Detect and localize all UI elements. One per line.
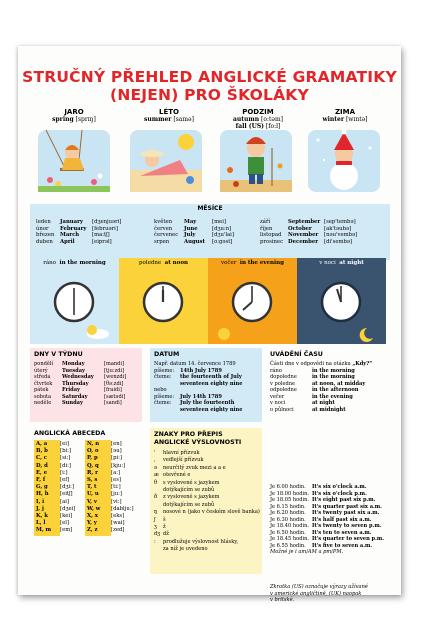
time-content: Části dne v odpovědi na otázku „Kdy?“ ráno in the morning dopoledne in the morning v poledne at noon, at midday odpoledne in the afternoon večer in the evening v noci at night o půlnoci at midnight xyxy=(270,361,373,413)
season-ipa: [o:təm] xyxy=(261,116,283,123)
clock-label: v noci at night xyxy=(319,260,364,266)
winter-illustration xyxy=(308,130,380,192)
alphabet-col-1: A, a [ei] B, b [bi:] C, c [si:] D, d [di:] E, e [i:] F, f [ef] G, g [dʒi:] H, h [eitʃ] I, i [ai] J, j [dʒei] K, k [kei] L, l [el] M, m [em] xyxy=(36,441,76,534)
autumn-illustration xyxy=(220,130,292,192)
season-summer xyxy=(129,108,209,123)
months-col-1 xyxy=(36,219,121,245)
month-row: říjen October [ak'təubə] xyxy=(260,225,352,232)
time-examples: Je 6.00 hodin. It's six o'clock a.m. Je 18.00 hodin. It's six o'clock p.m. Je 18.05 hodin. It's eight past six p.m. Je 6.15 hodin. It's quarter past six a.m. Je 6.20 hodin. It's twenty past six a.m. Je 6.30 hodin. It's half past six a.m. Je 18.40 hodin. It's twenty to seven p.m. Je 6.50 hodin. It's ten to seven a.m. Je 18.45 hodin. It's quarter to seven p.m. Je 6.55 hodin. It's five to seven a.m. Možné je i am/AM a pm/PM. xyxy=(270,484,385,555)
alphabet-heading: ANGLICKÁ ABECEDA xyxy=(34,430,106,437)
clock-label: večer in the evening xyxy=(221,260,284,266)
clock-label: poledne at noon xyxy=(138,260,189,266)
season-word-us: fall (US) xyxy=(235,123,264,130)
months-col-3 xyxy=(260,219,357,245)
time-footer: Zkratka (US) označuje výrazy užívané v americké angličtině, (UK) naopak v britské. xyxy=(270,584,368,603)
date-panel xyxy=(150,348,262,422)
grammar-poster xyxy=(18,46,401,603)
date-heading: DATUM xyxy=(154,351,180,358)
month-row: listopad November [nəu'vembə] xyxy=(260,232,358,239)
days-heading: DNY V TÝDNU xyxy=(34,351,83,358)
month-row: únor February [februəri] xyxy=(36,225,118,232)
days-list: pondělí Monday [mandi] úterý Tuesday [tju:zdi] středa Wednesday [wenzdi] čtvrtek Thursday [θə:zdi] pátek Friday [fraidi] sobota Saturday [sætədi] neděle Sunday [sandi] xyxy=(34,361,127,406)
season-ipa: [sprɪŋ] xyxy=(75,116,96,123)
season-word: spring xyxy=(52,116,74,123)
spring-illustration xyxy=(38,130,110,192)
phonetic-panel xyxy=(150,428,262,574)
month-row: červenec July [dʒu'lai] xyxy=(154,232,234,239)
poster-title-line1: STRUČNÝ PŘEHLED ANGLICKÉ GRAMATIKY xyxy=(22,68,397,86)
season-word: autumn xyxy=(233,116,260,123)
alphabet-col-2: N, n [en] O, o [əu] P, p [pi:] Q, q [kju:] R, r [a:] S, s [es] T, t [ti:] U, u [ju:] V, v [vi:] W, w [dablju:] X, x [eks] Y, y [wai] Z, z [zed] xyxy=(87,441,134,534)
clock-evening xyxy=(208,258,297,344)
month-row: srpen August [o:gəst] xyxy=(154,238,233,245)
season-ipa: [samə] xyxy=(173,116,194,123)
season-word: summer xyxy=(144,116,172,123)
time-panel xyxy=(268,348,390,603)
clock-morning xyxy=(30,258,119,344)
season-winter xyxy=(305,108,385,123)
phonetic-heading: ZNAKY PRO PŘEPIS ANGLICKÉ VÝSLOVNOSTI xyxy=(154,431,242,446)
season-name: LÉTO xyxy=(159,108,179,116)
months-col-2 xyxy=(154,219,234,245)
months-panel xyxy=(30,204,390,260)
season-ipa-us: [fo:l] xyxy=(265,123,281,130)
date-content: Např. datum 14. července 1789 píšeme: 14th July 1789 čteme: the fourteenth of July seventeen eighty nine nebo píšeme: July 14th 1789 čteme: July the fourteenth seventeen eighty nine xyxy=(154,361,243,413)
alphabet-panel xyxy=(30,428,142,574)
month-row: září September [sep'tembə] xyxy=(260,219,356,225)
clock-night xyxy=(297,258,386,344)
season-name: ZIMA xyxy=(334,108,356,116)
season-ipa: [wɪntə] xyxy=(345,116,368,123)
month-row: květen May [mei] xyxy=(154,219,226,225)
days-panel xyxy=(30,348,142,422)
summer-illustration xyxy=(130,130,202,192)
season-name: JARO xyxy=(64,108,84,116)
month-row: leden January [dʒenjuəri] xyxy=(36,219,122,225)
clock-noon xyxy=(119,258,208,344)
month-row: březen March [ma:tʃ] xyxy=(36,232,110,239)
months-heading: MĚSÍCE xyxy=(197,205,223,212)
season-spring xyxy=(34,108,114,123)
phonetic-list: ' hlavní přízvuk , vedlejší přízvuk ə neurčitý zvuk mezi a a e æ otevřené e θ s vyslovené s jazykem dotýkajícím se zubů ð z vyslovené s jazykem dotýkajícím se zubů ŋ nosové n (jako v českém slově banka) ʃ š ʒ ž dʒ dž : prodlužuje výslovnost hlásky, za níž je uvedeno xyxy=(154,450,260,553)
month-row: červen June [dʒu:n] xyxy=(154,225,232,232)
time-heading: UVÁDĚNÍ ČASU xyxy=(270,351,323,358)
clock-label: ráno in the morning xyxy=(43,260,106,266)
season-autumn xyxy=(218,108,298,130)
season-word: winter xyxy=(322,116,345,123)
month-row: prosinec December [di'sembə] xyxy=(260,238,353,245)
season-name: PODZIM xyxy=(242,108,274,116)
poster-title-line2: (NEJEN) PRO ŠKOLÁKY xyxy=(110,86,309,104)
month-row: duben April [eiprəl] xyxy=(36,238,112,245)
